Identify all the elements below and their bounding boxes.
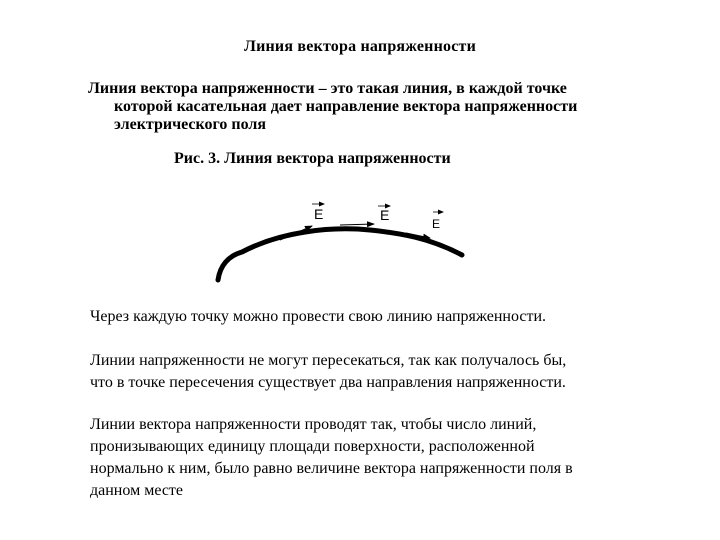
paragraph-line: Линии напряженности не могут пересекаться, так как получалось бы, [90, 352, 567, 369]
paragraph-line: данном месте [90, 482, 184, 499]
vector-label-2: E [380, 207, 390, 223]
paragraph-line: нормально к ним, было равно величине вектора напряженности поля в [90, 460, 573, 477]
definition-line: которой касательная дает направление вектора напряженности [114, 98, 578, 115]
paragraph-line: Линии вектора напряженности проводят так, чтобы число линий, [90, 416, 537, 433]
paragraph-3 [90, 414, 690, 502]
definition-text [88, 80, 678, 134]
definition-line: электрического поля [114, 116, 267, 133]
paragraph-line: пронизывающих единицу площади поверхности, расположенной [90, 438, 535, 455]
field-line-curve [218, 229, 462, 280]
tangent-vector-2 [340, 224, 374, 225]
field-line-diagram [200, 200, 480, 285]
vector-label-3: E [432, 217, 441, 231]
slide-title: Линия вектора напряженности [243, 38, 477, 55]
definition-line: Линия вектора напряженности – это такая линия, в каждой точке [88, 80, 567, 97]
vector-label-1: E [314, 206, 324, 222]
paragraph-2 [90, 350, 690, 394]
figure-caption: Рис. 3. Линия вектора напряженности [174, 150, 451, 167]
paragraph-1 [90, 306, 690, 328]
paragraph-line: Через каждую точку можно провести свою линию напряженности. [90, 308, 547, 325]
field-line-figure [200, 200, 480, 285]
paragraph-line: что в точке пересечения существует два направления напряженности. [90, 374, 566, 391]
